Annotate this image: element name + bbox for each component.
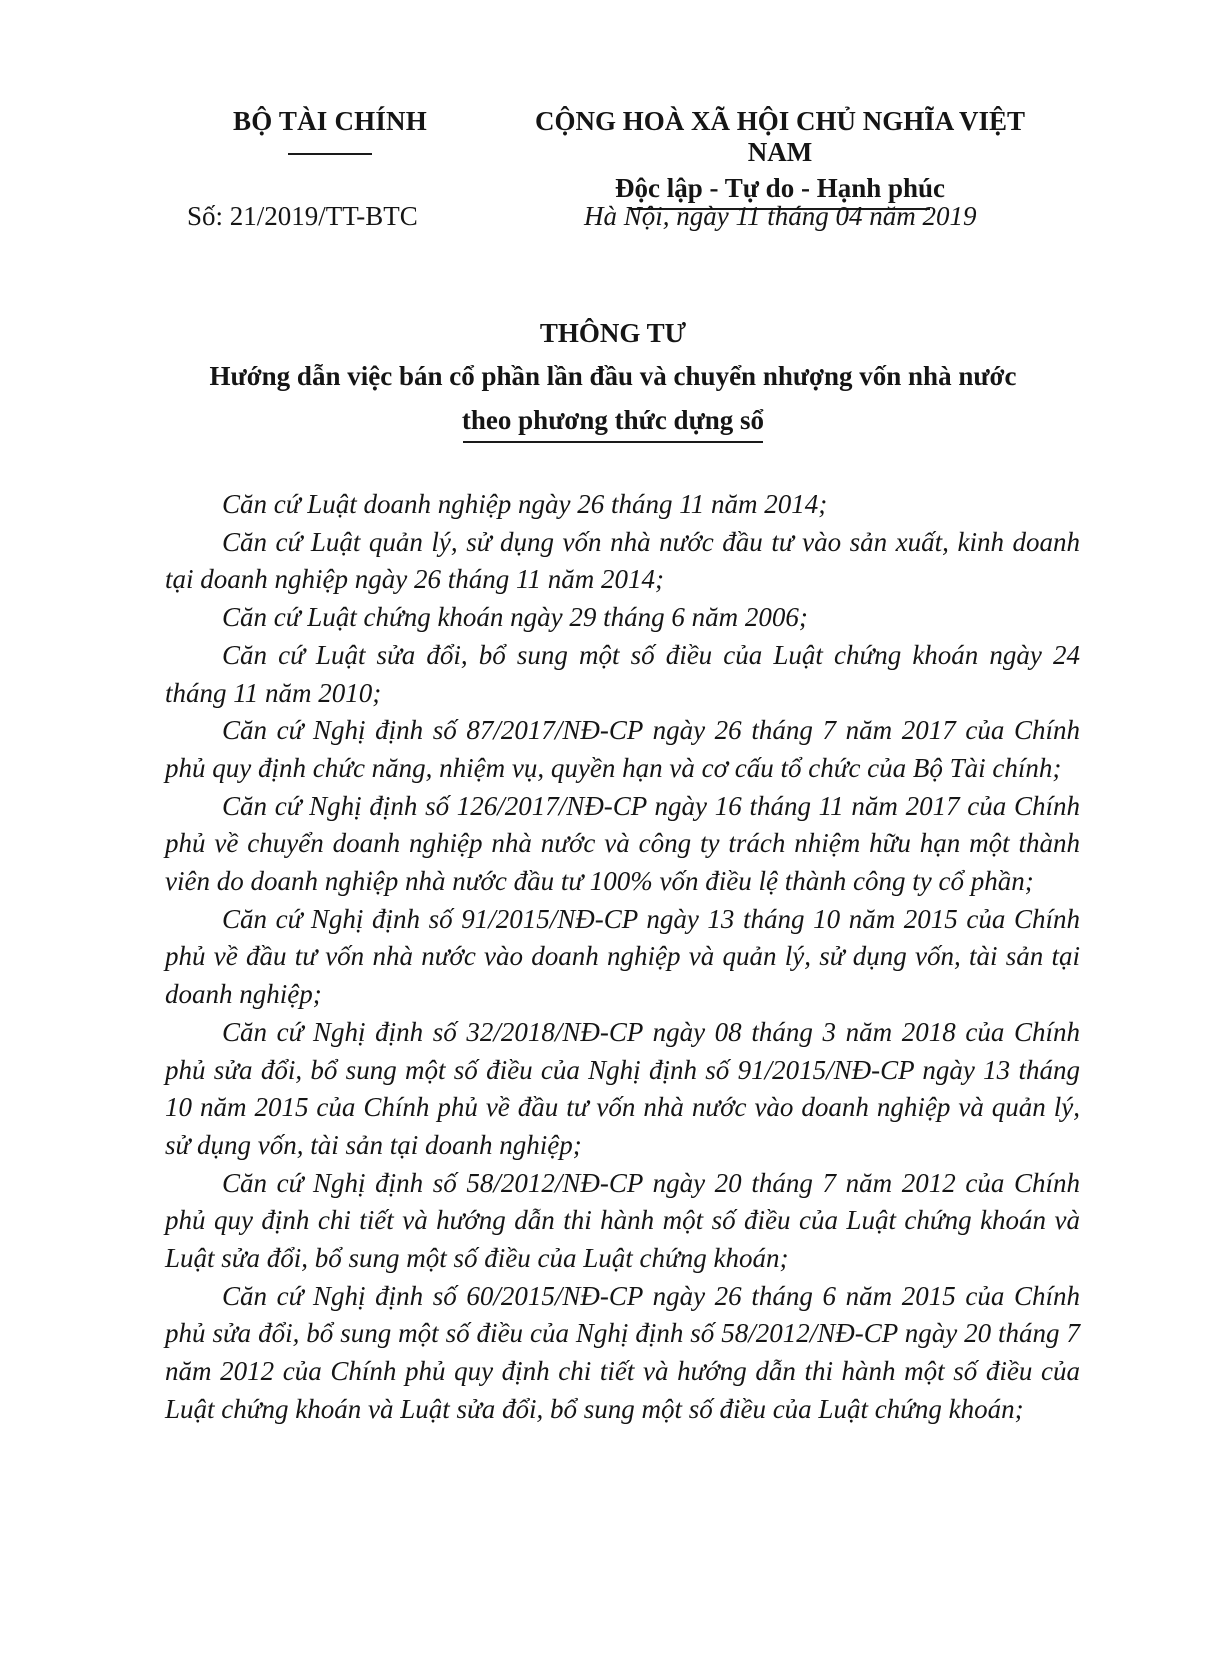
preamble-paragraph: Căn cứ Luật quản lý, sử dụng vốn nhà nước đầu tư vào sản xuất, kinh doanh tại doanh nghiệp ngày 26 tháng 11 năm 2014; [165, 526, 1080, 595]
preamble-paragraph: Căn cứ Nghị định số 91/2015/NĐ-CP ngày 13 tháng 10 năm 2015 của Chính phủ về đầu tư vốn nhà nước vào doanh nghiệp và quản lý, sử dụng vốn, tài sản tại doanh nghiệp; [165, 903, 1080, 1010]
preamble-paragraph: Căn cứ Nghị định số 32/2018/NĐ-CP ngày 08 tháng 3 năm 2018 của Chính phủ sửa đổi, bổ sung một số điều của Nghị định số 91/2015/NĐ-CP ngày 13 tháng 10 năm 2015 của Chính phủ về đầu tư vốn nhà nước vào doanh nghiệp và quản lý, sử dụng vốn, tài sản tại doanh nghiệp; [165, 1016, 1080, 1160]
preamble-paragraph: Căn cứ Luật chứng khoán ngày 29 tháng 6 năm 2006; [222, 602, 808, 633]
preamble-paragraph: Căn cứ Luật sửa đổi, bổ sung một số điều của Luật chứng khoán ngày 24 tháng 11 năm 2010; [165, 639, 1080, 708]
document-type-title: THÔNG TƯ [539, 318, 687, 348]
document-number: Số: 21/2019/TT-BTC [187, 201, 418, 231]
agency-header [215, 106, 445, 155]
document-subject-line-1: Hướng dẫn việc bán cổ phần lần đầu và chuyển nhượng vốn nhà nước [209, 361, 1017, 391]
place-and-date: Hà Nội, ngày 11 tháng 04 năm 2019 [584, 201, 977, 231]
preamble [165, 486, 1080, 1429]
preamble-paragraph: Căn cứ Nghị định số 126/2017/NĐ-CP ngày 16 tháng 11 năm 2017 của Chính phủ về chuyển doanh nghiệp nhà nước và công ty trách nhiệm hữu hạn một thành viên do doanh nghiệp nhà nước đầu tư 100% vốn điều lệ thành công ty cổ phần; [165, 790, 1080, 897]
national-header [500, 106, 1060, 210]
preamble-paragraph: Căn cứ Nghị định số 60/2015/NĐ-CP ngày 26 tháng 6 năm 2015 của Chính phủ sửa đổi, bổ sung một số điều của Nghị định số 58/2012/NĐ-CP ngày 20 tháng 7 năm 2012 của Chính phủ quy định chi tiết và hướng dẫn thi hành một số điều của Luật chứng khoán và Luật sửa đổi, bổ sung một số điều của Luật chứng khoán; [165, 1280, 1080, 1424]
preamble-paragraph: Căn cứ Nghị định số 58/2012/NĐ-CP ngày 20 tháng 7 năm 2012 của Chính phủ quy định chi tiết và hướng dẫn thi hành một số điều của Luật chứng khoán và Luật sửa đổi, bổ sung một số điều của Luật chứng khoán; [165, 1167, 1080, 1274]
title-underline [463, 441, 763, 443]
agency-underline [288, 153, 372, 155]
country-name: CỘNG HOÀ XÃ HỘI CHỦ NGHĨA VIỆT NAM [534, 106, 1026, 167]
preamble-paragraph: Căn cứ Nghị định số 87/2017/NĐ-CP ngày 26 tháng 7 năm 2017 của Chính phủ quy định chức năng, nhiệm vụ, quyền hạn và cơ cấu tổ chức của Bộ Tài chính; [165, 715, 1080, 783]
document-subject-line-2: theo phương thức dựng sổ [461, 405, 765, 435]
preamble-paragraph: Căn cứ Luật doanh nghiệp ngày 26 tháng 11 năm 2014; [222, 489, 828, 519]
national-motto: Độc lập - Tự do - Hạnh phúc [614, 173, 946, 203]
agency-name: BỘ TÀI CHÍNH [233, 106, 427, 136]
